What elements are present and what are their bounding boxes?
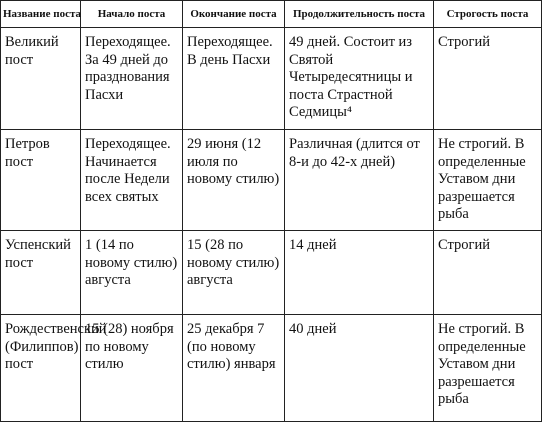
fast-duration: Различная (длится от 8-и до 42-х дней)	[289, 136, 420, 170]
fast-name-cell	[1, 28, 81, 130]
fast-name: Успенский пост	[5, 237, 71, 271]
fast-duration-cell	[285, 231, 434, 315]
fast-name: Петров пост	[5, 136, 50, 170]
table-body	[1, 28, 542, 422]
fast-strictness: Строгий	[438, 237, 490, 253]
fast-end-cell	[183, 231, 285, 315]
fast-start: 15 (28) ноября по новому стилю	[85, 321, 174, 372]
fast-strictness: Не строгий. В определенные Уставом дни разрешается рыба	[438, 321, 526, 407]
fast-name: Великий пост	[5, 34, 59, 68]
fast-start: Переходящее. За 49 дней до празднования Пасхи	[85, 34, 171, 103]
fast-end: 25 декабря 7 (по новому стилю) января	[187, 321, 276, 372]
fast-end: 29 июня (12 июля по новому стилю)	[187, 136, 280, 187]
fast-start-cell	[81, 315, 183, 422]
fast-start-cell	[81, 130, 183, 231]
fast-strictness-cell	[434, 28, 542, 130]
fast-end-cell	[183, 130, 285, 231]
fast-strictness: Строгий	[438, 34, 490, 50]
fast-strictness: Не строгий. В определенные Уставом дни разрешается рыба	[438, 136, 526, 222]
fast-name-cell	[1, 231, 81, 315]
fast-duration-cell	[285, 130, 434, 231]
fast-end: 15 (28 по новому стилю) августа	[187, 237, 280, 288]
fast-start-cell	[81, 231, 183, 315]
fast-duration-cell	[285, 28, 434, 130]
fast-start: Переходящее. Начинается после Недели всех святых	[85, 136, 171, 205]
fast-duration: 14 дней	[289, 237, 337, 253]
table-header	[1, 1, 542, 28]
fast-name: Рождественский (Филиппов) пост	[5, 321, 107, 372]
header-fast-name: Название поста	[1, 1, 81, 28]
fast-name-cell	[1, 130, 81, 231]
fast-strictness-cell	[434, 130, 542, 231]
fast-start-cell	[81, 28, 183, 130]
header-fast-start: Начало поста	[81, 1, 183, 28]
fast-end-cell	[183, 315, 285, 422]
fast-duration: 49 дней. Состоит из Святой Четыредесятницы и поста Страстной Седмицы⁴	[289, 34, 413, 120]
header-fast-strictness: Строгость поста	[434, 1, 542, 28]
fast-end-cell	[183, 28, 285, 130]
table-row	[1, 28, 542, 130]
fast-duration-cell	[285, 315, 434, 422]
fast-end: Переходящее. В день Пасхи	[187, 34, 273, 68]
fast-name-cell	[1, 315, 107, 422]
fast-duration: 40 дней	[289, 321, 337, 337]
fast-strictness-cell	[434, 231, 542, 315]
header-fast-duration: Продолжительность поста	[285, 1, 434, 28]
header-fast-end: Окончание поста	[183, 1, 285, 28]
table-row	[1, 231, 542, 315]
header-row	[1, 1, 542, 28]
table-row	[1, 130, 542, 231]
fast-strictness-cell	[434, 315, 542, 422]
table-row	[1, 315, 542, 422]
fast-start: 1 (14 по новому стилю) августа	[85, 237, 178, 288]
